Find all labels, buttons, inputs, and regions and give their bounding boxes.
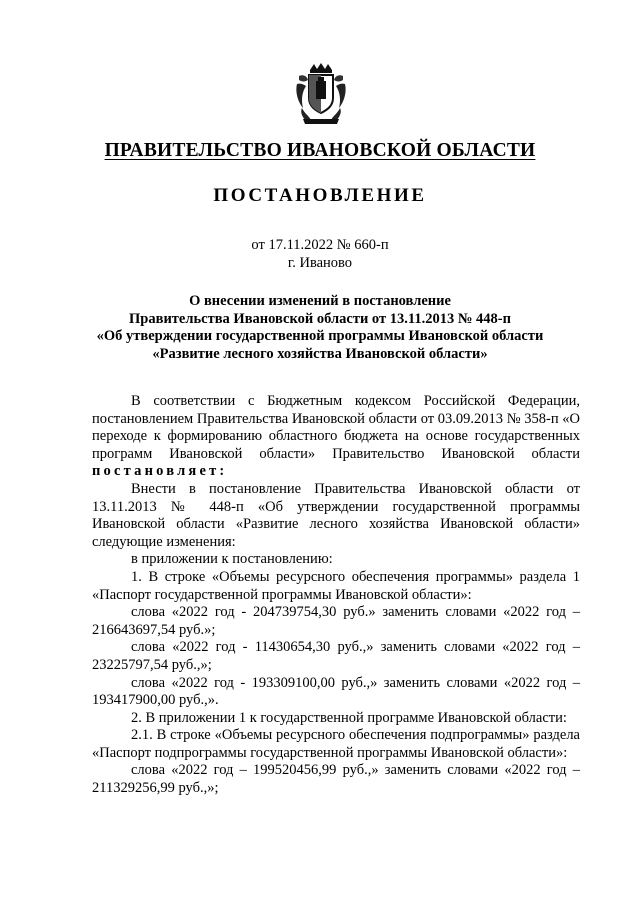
preamble-text: В соответствии с Бюджетным кодексом Российской Федерации, постановлением Правительства Ивановской области от 03.09.2013 № 358-п «О переходе к формированию областного бюджета на основе государственных программ Ивановской области» Правительство Ивановской области (92, 393, 580, 462)
title-line: «Развитие лесного хозяйства Ивановской области» (152, 345, 488, 362)
item-2-paragraph: 2. В приложении 1 к государственной программе Ивановской области: (131, 709, 567, 726)
item-1c-paragraph: слова «2022 год - 193309100,00 руб.,» заменить словами «2022 год – 193417900,00 руб.,». (92, 674, 580, 709)
city: г. Иваново (287, 255, 353, 271)
title-line: Правительства Ивановской области от 13.11.2013 № 448-п (129, 310, 511, 327)
item-1a-paragraph: слова «2022 год - 204739754,30 руб.» заменить словами «2022 год – 216643697,54 руб.»; (92, 604, 580, 638)
item-2-1-paragraph: 2.1. В строке «Объемы ресурсного обеспечения подпрограммы» раздела «Паспорт подпрограммы государственной программы Ивановской области»: (92, 727, 580, 761)
date-number: от 17.11.2022 № 660-п (251, 237, 389, 253)
document-type: ПОСТАНОВЛЕНИЕ (213, 185, 427, 206)
document-title (60, 293, 580, 363)
item-1b-paragraph: слова «2022 год - 11430654,30 руб.,» заменить словами «2022 год – 23225797,54 руб.,»; (92, 639, 580, 673)
document-body (92, 393, 580, 798)
organization-name: ПРАВИТЕЛЬСТВО ИВАНОВСКОЙ ОБЛАСТИ (104, 140, 536, 161)
item-1-paragraph: 1. В строке «Объемы ресурсного обеспечения программы» раздела 1 «Паспорт государственной программы Ивановской области»: (92, 568, 580, 603)
title-line: О внесении изменений в постановление (189, 293, 451, 309)
amend-paragraph: Внести в постановление Правительства Ивановской области от 13.11.2013 № 448-п «Об утверждении государственной программы Ивановской области «Развитие лесного хозяйства Ивановской области» следующие изменения: (92, 480, 580, 550)
coat-of-arms-icon (293, 62, 349, 126)
annex-paragraph: в приложении к постановлению: (131, 551, 333, 568)
title-line: «Об утверждении государственной программы Ивановской области (96, 328, 544, 344)
preamble-paragraph (92, 393, 580, 481)
item-2-1a-paragraph: слова «2022 год – 199520456,99 руб.,» заменить словами «2022 год – 211329256,99 руб.,»; (92, 762, 580, 797)
resolves-word: постановляет: (92, 463, 228, 480)
